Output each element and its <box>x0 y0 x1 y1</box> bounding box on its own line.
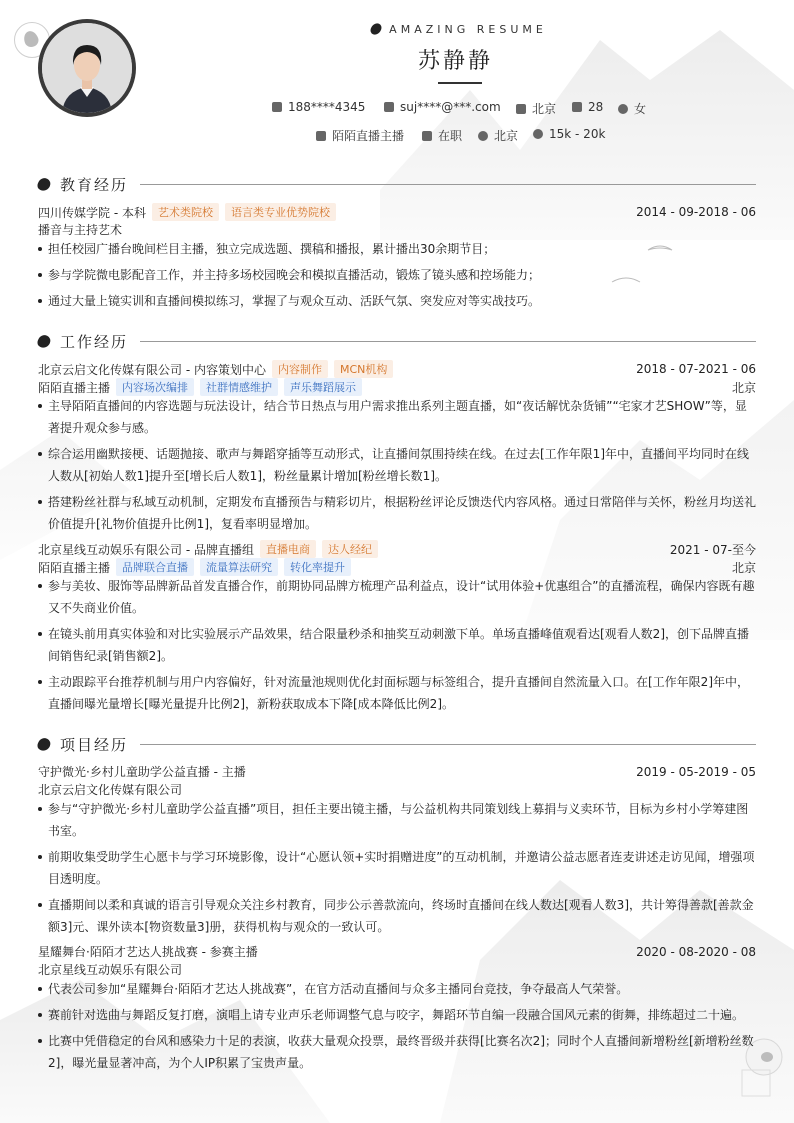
date: 2020 - 08-2020 - 08 <box>636 944 756 959</box>
tag: 品牌联合直播 <box>116 558 194 576</box>
location: 北京 <box>731 380 756 395</box>
tag: 声乐舞蹈展示 <box>284 378 362 396</box>
list-item: 赛前针对选曲与舞蹈反复打磨，演唱上请专业声乐老师调整气息与咬字，舞蹈环节自编一段融合国风元素的街舞，排练超过二十遍。 <box>38 1004 756 1026</box>
company: 北京云启文化传媒有限公司 - 内容策划中心 <box>38 362 266 377</box>
school: 四川传媒学院 - 本科 <box>38 205 146 220</box>
section-title: 教育经历 <box>60 176 129 194</box>
name-underline <box>438 82 482 84</box>
work-header <box>38 360 756 378</box>
date: 2014 - 09-2018 - 06 <box>636 205 756 219</box>
tag: 达人经纪 <box>322 540 378 558</box>
age: 28 <box>588 100 604 114</box>
phone-icon <box>272 102 282 112</box>
tag: 艺术类院校 <box>152 203 219 221</box>
tag: 直播电商 <box>260 540 316 558</box>
tag: 内容制作 <box>272 360 328 378</box>
phone: 188****4345 <box>288 100 366 114</box>
list-item: 直播期间以柔和真诚的语言引导观众关注乡村教育，同步公示善款流向，终场时直播间在线人数达[观看人数3]，共计筹得善款[善款金额3]元、课外读本[物资数量3]册，获得机构与观众的一致认可。 <box>38 894 756 938</box>
list-item: 代表公司参加“星耀舞台·陌陌才艺达人挑战赛”，在官方活动直播间与众多主播同台竞技，争夺最高人气荣誉。 <box>38 978 756 1000</box>
email: suj****@***.com <box>400 100 501 114</box>
major: 播音与主持艺术 <box>38 223 123 237</box>
list-item: 在镜头前用真实体验和对比实验展示产品效果，结合限量秒杀和抽奖互动刺激下单。单场直播峰值观看达[观看人数2]，创下品牌直播间销售纪录[销售额2]。 <box>38 623 756 667</box>
section-title: 项目经历 <box>60 736 129 754</box>
ink-drop-icon <box>36 333 52 350</box>
brand-title: AMAZING RESUME <box>389 22 547 36</box>
briefcase-icon <box>422 131 432 141</box>
role: 陌陌直播主播 <box>38 560 111 575</box>
ink-drop-icon <box>36 176 52 193</box>
location-icon <box>478 131 488 141</box>
work-role-row <box>38 558 756 576</box>
section-work <box>38 331 756 352</box>
tag: 转化率提升 <box>284 558 351 576</box>
project-name: 星耀舞台·陌陌才艺达人挑战赛 - 参赛主播 <box>38 945 258 959</box>
project-header <box>38 763 756 780</box>
location: 北京 <box>731 560 756 575</box>
list-item: 通过大量上镜实训和直播间模拟练习，掌握了与观众互动、活跃气氛、突发应对等实战技巧。 <box>38 290 756 312</box>
section-education <box>38 174 756 195</box>
work-role-row <box>38 378 756 396</box>
company: 北京星线互动娱乐有限公司 - 品牌直播组 <box>38 542 254 557</box>
brand-header <box>0 20 794 39</box>
list-item: 搭建粉丝社群与私域互动机制，定期发布直播预告与精彩切片，根据粉丝评论反馈迭代内容风格。通过日常陪伴与关怀，粉丝月均送礼价值提升[礼物价值提升比例1]，复看率明显增加。 <box>38 491 756 535</box>
list-item: 参与美妆、服饰等品牌新品首发直播合作，前期协同品牌方梳理产品利益点，设计“试用体验+优惠组合”的直播流程，确保内容既有趣又不失商业价值。 <box>38 575 756 619</box>
list-item: 参与“守护微光·乡村儿童助学公益直播”项目，担任主要出镜主播，与公益机构共同策划线上募捐与义卖环节，目标为乡村小学筹建图书室。 <box>38 798 756 842</box>
project-name: 守护微光·乡村儿童助学公益直播 - 主播 <box>38 765 246 779</box>
ink-leaf-icon <box>369 22 383 37</box>
section-title: 工作经历 <box>60 333 129 351</box>
list-item: 综合运用幽默接梗、话题抛接、歌声与舞蹈穿插等互动形式，让直播间氛围持续在线。在过去[工作年限1]年中，直播间平均同时在线人数从[初始人数1]提升至[增长后人数1]，粉丝量累计增加[粉丝增长数1]。 <box>38 443 756 487</box>
list-item: 主动跟踪平台推荐机制与用户内容偏好，针对流量池规则优化封面标题与标签组合，提升直播间自然流量入口。在[工作年限2]年中，直播间曝光量增长[曝光量提升比例2]，新粉获取成本下降[成本降低比例2]。 <box>38 671 756 715</box>
tag: 语言类专业优势院校 <box>225 203 336 221</box>
date: 2018 - 07-2021 - 06 <box>636 362 756 376</box>
project-org: 北京星线互动娱乐有限公司 <box>38 963 183 977</box>
tag: 内容场次编排 <box>116 378 194 396</box>
city: 北京 <box>532 102 557 116</box>
gender-icon <box>618 104 628 114</box>
target-job: 陌陌直播主播 <box>332 129 405 143</box>
gender: 女 <box>634 102 647 116</box>
list-item: 参与学院微电影配音工作，并主持多场校园晚会和模拟直播活动，锻炼了镜头感和控场能力； <box>38 264 756 286</box>
ink-drop-icon <box>36 736 52 753</box>
section-project <box>38 734 756 755</box>
list-item: 担任校园广播台晚间栏目主播，独立完成选题、撰稿和播报，累计播出30余期节目； <box>38 238 756 260</box>
list-item: 前期收集受助学生心愿卡与学习环境影像，设计“心愿认领+实时捐赠进度”的互动机制，并邀请公益志愿者连麦讲述走访见闻，增强项目透明度。 <box>38 846 756 890</box>
tag: 社群情感维护 <box>200 378 278 396</box>
role: 陌陌直播主播 <box>38 380 111 395</box>
salary: 15k - 20k <box>549 127 606 141</box>
date: 2019 - 05-2019 - 05 <box>636 764 756 779</box>
project-org: 北京云启文化传媒有限公司 <box>38 783 183 797</box>
date: 2021 - 07-至今 <box>669 542 756 557</box>
education-header <box>38 203 756 221</box>
job-status: 在职 <box>438 129 463 143</box>
home-icon <box>516 104 526 114</box>
tag: MCN机构 <box>334 360 393 378</box>
candidate-name: 苏静静 <box>418 49 494 74</box>
money-icon <box>533 129 543 139</box>
cake-icon <box>572 102 582 112</box>
list-item: 主导陌陌直播间的内容选题与玩法设计，结合节日热点与用户需求推出系列主题直播，如“夜话解忧杂货铺”“宅家才艺SHOW”等，显著提升观众参与感。 <box>38 395 756 439</box>
tag: 流量算法研究 <box>200 558 278 576</box>
project-header <box>38 943 756 960</box>
target-city: 北京 <box>494 129 519 143</box>
list-item: 比赛中凭借稳定的台风和感染力十足的表演，收获大量观众投票，最终晋级并获得[比赛名次2]；同时个人直播间新增粉丝[新增粉丝数2]，曝光量显著冲高，为个人IP积累了宝贵声量。 <box>38 1030 756 1074</box>
send-icon <box>316 131 326 141</box>
work-header <box>38 540 756 558</box>
email-icon <box>384 102 394 112</box>
